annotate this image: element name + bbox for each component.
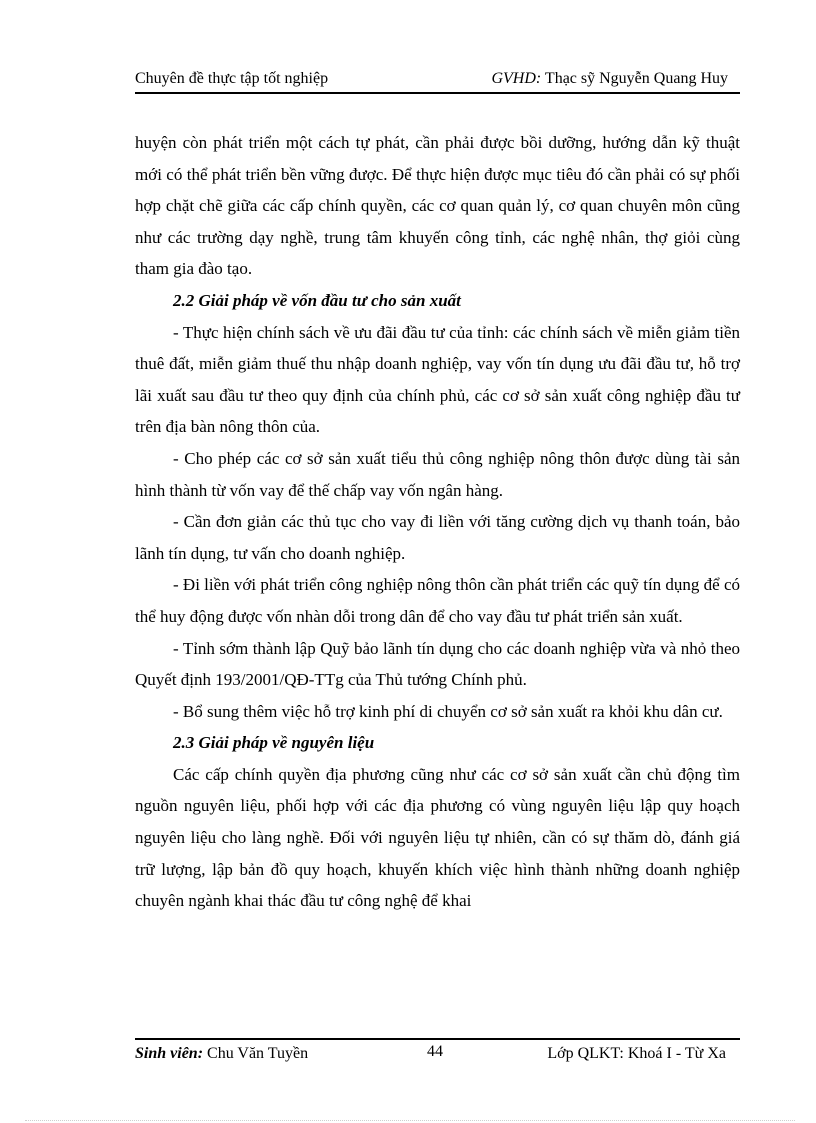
bullet-collateral: - Cho phép các cơ sở sản xuất tiểu thủ công nghiệp nông thôn được dùng tài sản hình thành từ vốn vay để thế chấp vay vốn ngân hàng. <box>135 448 740 500</box>
advisor-name: Thạc sỹ Nguyễn Quang Huy <box>544 70 728 87</box>
bullet-credit-funds: - Đi liền với phát triển công nghiệp nông thôn cần phát triển các quỹ tín dụng để có thể huy động được vốn nhàn dỗi trong dân để cho vay đầu tư phát triển sản xuất. <box>135 575 741 626</box>
bullet-guarantee-fund: - Tỉnh sớm thành lập Quỹ bảo lãnh tín dụng cho các doanh nghiệp vừa và nhỏ theo Quyết định 193/2001/QĐ-TTg của Thủ tướng Chính phủ. <box>135 638 740 690</box>
bullet-investment-policy: - Thực hiện chính sách về ưu đãi đầu tư của tỉnh: các chính sách về miễn giảm tiền thuê đất, miễn giảm thuế thu nhập doanh nghiệp, vay vốn tín dụng ưu đãi đầu tư, hỗ trợ lãi xuất sau đầu tư theo quy định của chính phủ, các cơ sở sản xuất công nghiệp đầu tư trên địa bàn nông thôn của. <box>135 322 740 437</box>
page-footer <box>135 1038 740 1068</box>
class-info: Lớp QLKT: Khoá I - Từ Xa <box>547 1045 726 1062</box>
page-body <box>135 127 740 917</box>
bullet-loan-procedures: - Cần đơn giản các thủ tục cho vay đi liền với tăng cường dịch vụ thanh toán, bảo lãnh tín dụng, tư vấn cho doanh nghiệp. <box>135 512 740 563</box>
page-number: 44 <box>427 1043 443 1060</box>
advisor-info <box>491 70 728 88</box>
student-info <box>135 1045 308 1063</box>
paragraph-raw-materials: Các cấp chính quyền địa phương cũng như các cơ sở sản xuất cần chủ động tìm nguồn nguyên liệu, phối hợp với các địa phương có vùng nguyên liệu lập quy hoạch nguyên liệu cho làng nghề. Đối với nguyên liệu tự nhiên, cần có sự thăm dò, đánh giá trữ lượng, lập bản đồ quy hoạch, khuyến khích việc hình thành những doanh nghiệp chuyên ngành khai thác đầu tư công nghệ để khai <box>135 764 740 911</box>
student-name: Chu Văn Tuyền <box>207 1045 309 1062</box>
page-edge-divider <box>25 1120 795 1121</box>
page-header <box>135 68 740 94</box>
bullet-relocation-support: - Bổ sung thêm việc hỗ trợ kinh phí di chuyển cơ sở sản xuất ra khỏi khu dân cư. <box>173 701 723 721</box>
student-label: Sinh viên: <box>135 1045 204 1062</box>
document-title: Chuyên đề thực tập tốt nghiệp <box>135 70 329 87</box>
advisor-label: GVHD: <box>491 70 542 87</box>
section-heading-2-2: 2.2 Giải pháp về vốn đầu tư cho sản xuất <box>173 290 461 310</box>
section-heading-2-3: 2.3 Giải pháp về nguyên liệu <box>173 733 375 753</box>
paragraph-continuation: huyện còn phát triển một cách tự phát, cần phải được bồi dưỡng, hướng dẫn kỹ thuật mới có thể phát triển bền vững được. Để thực hiện được mục tiêu đó cần phải có sự phối hợp chặt chẽ giữa các cấp chính quyền, các cơ quan quản lý, cơ quan chuyên môn cũng như các trường dạy nghề, trung tâm khuyến công tỉnh, các nghệ nhân, thợ giỏi cùng tham gia đào tạo. <box>135 133 740 279</box>
